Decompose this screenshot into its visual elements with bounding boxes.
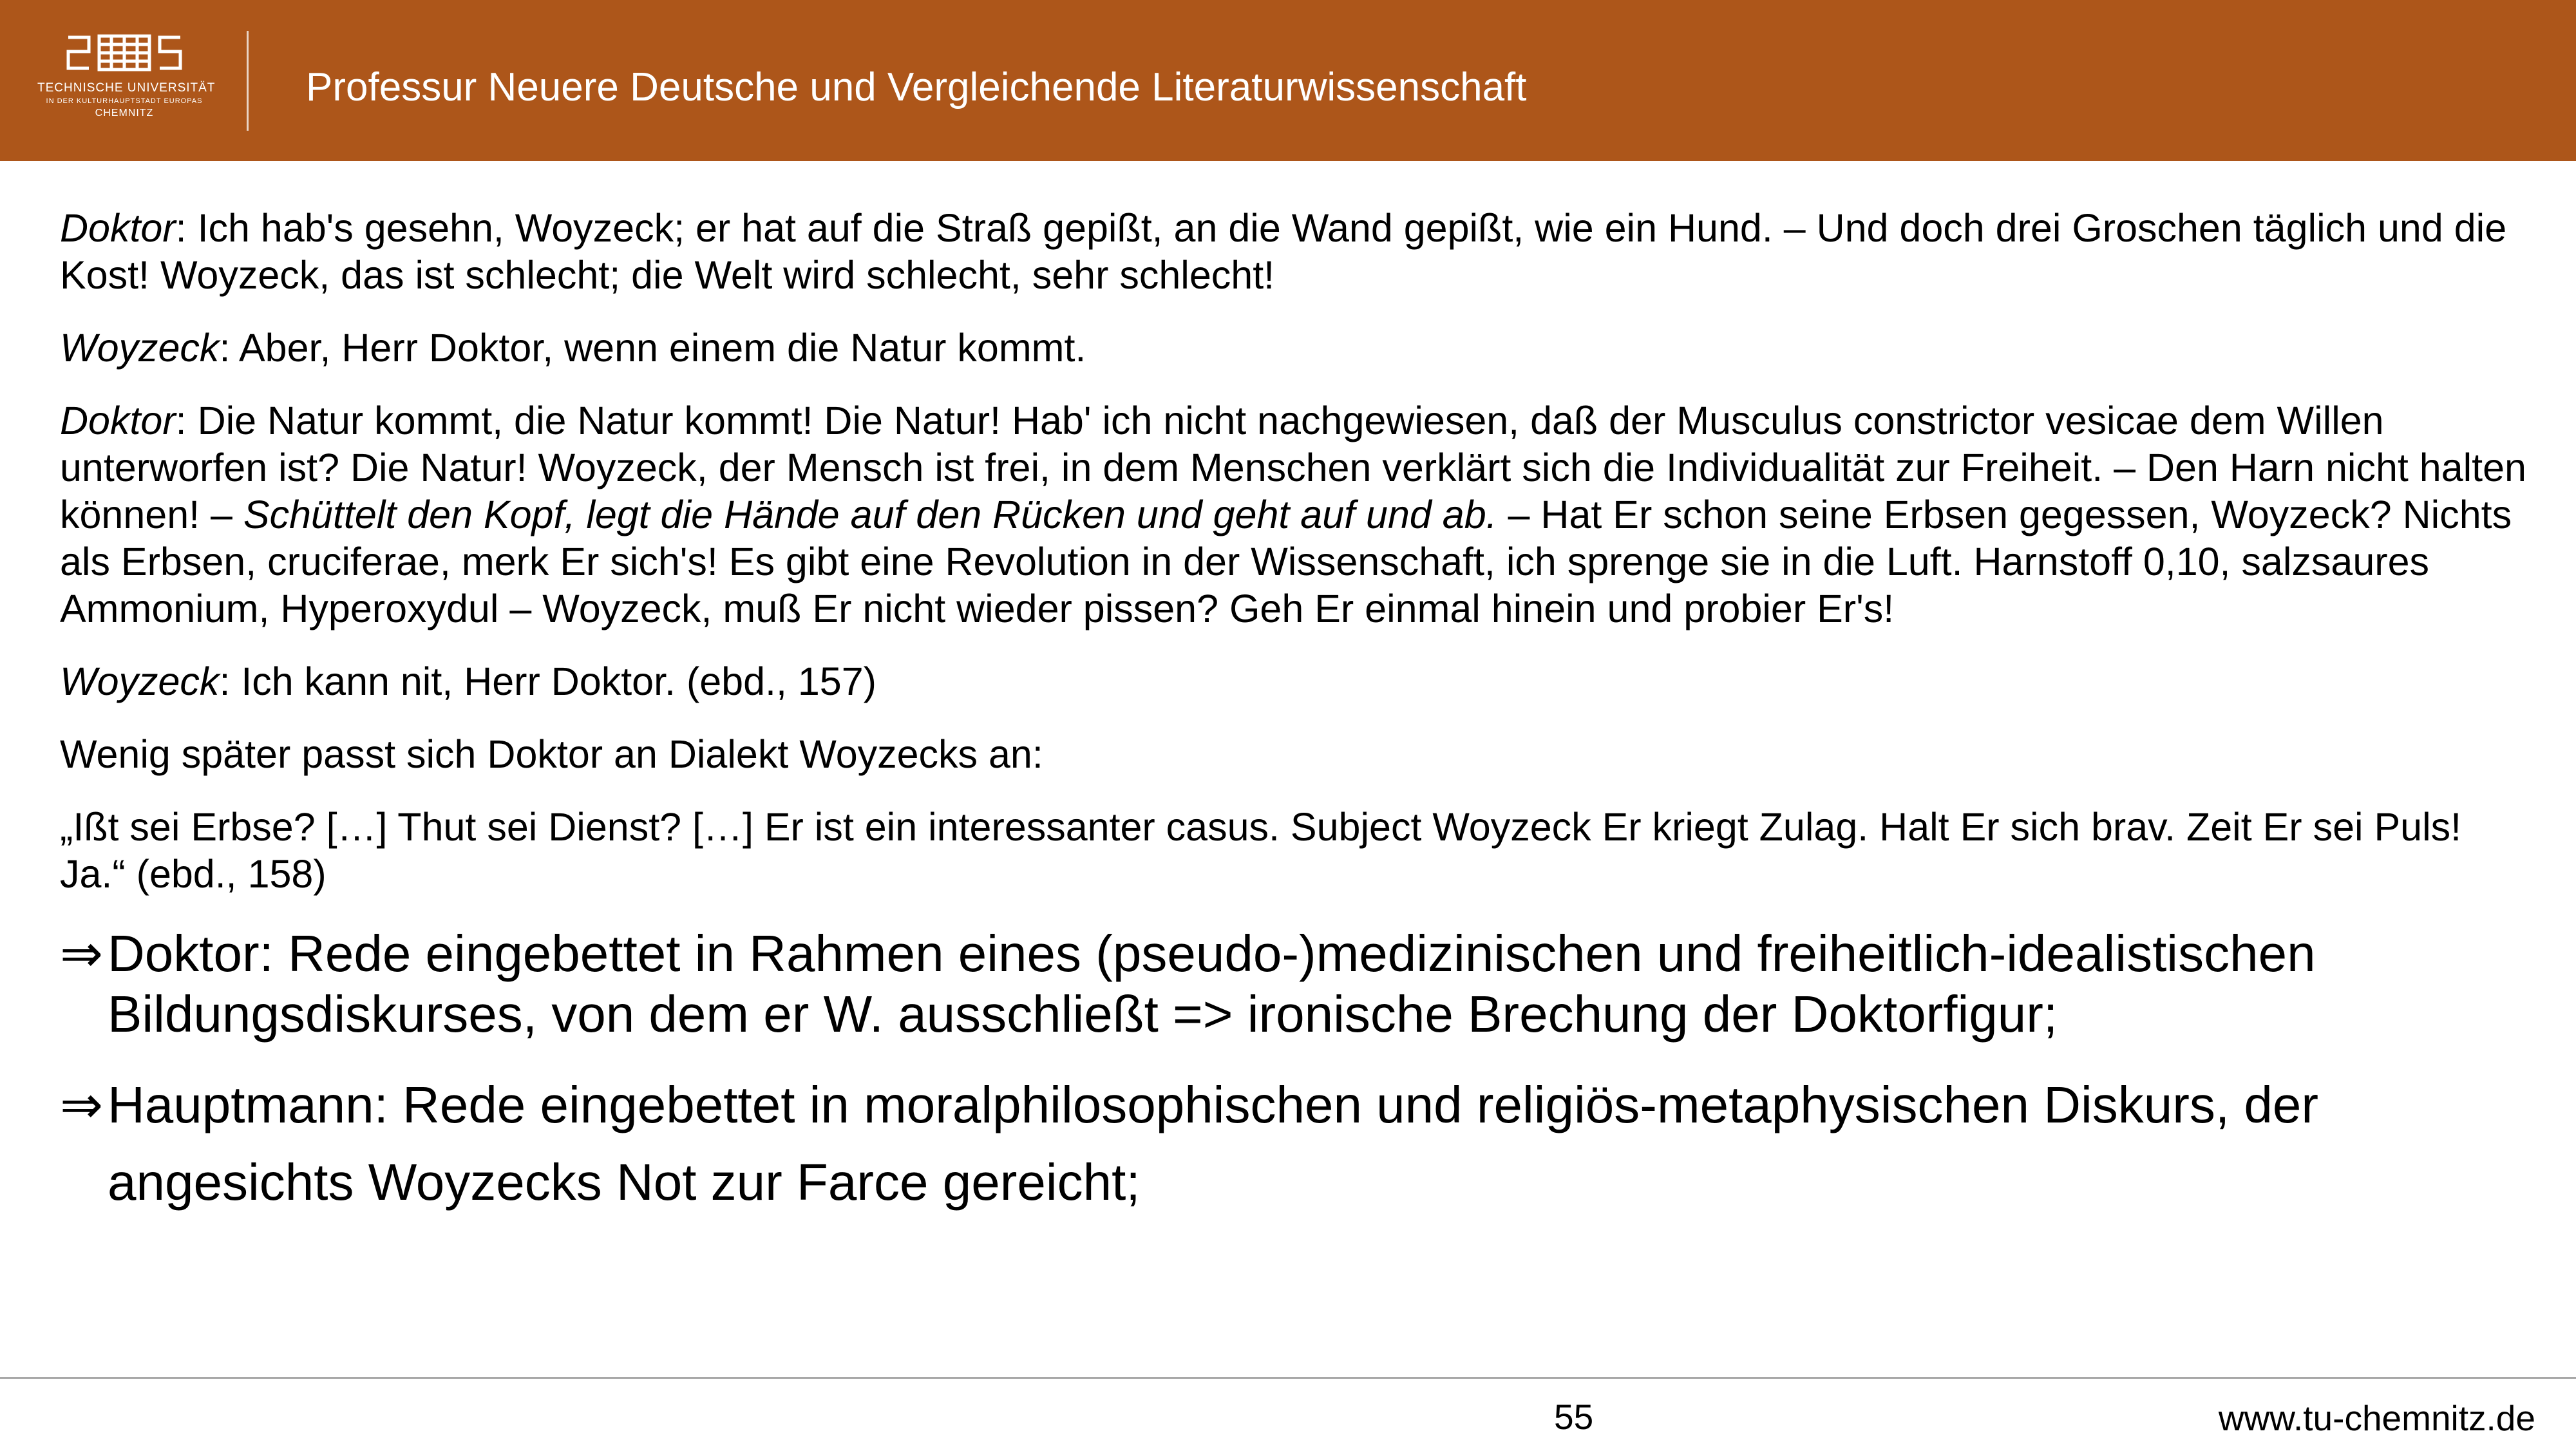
dialogue-woyzeck-1 (60, 325, 2533, 372)
speaker-name: Doktor (60, 399, 176, 442)
implies-arrow-icon: ⇒ (60, 1076, 104, 1133)
slide-content (60, 205, 2533, 1221)
conclusion-doktor (60, 923, 2533, 1045)
dialogue-text: : Ich hab's gesehn, Woyzeck; er hat auf die Straß gepißt, an die Wand gepißt, wie ein Hund. – Und doch drei Groschen täglich und die Kost! Woyzeck, das ist schlecht; die Welt wird schlecht, sehr schlecht! (60, 206, 2507, 297)
header-divider (247, 31, 249, 131)
dialogue-text: : Die Natur kommt, die Natur kommt! Die Natur! Hab' ich nicht nachgewiesen, daß der Musculus constrictor vesicae dem Willen unterworfen ist? Die Natur! Woyzeck, der Mensch ist frei, in dem Menschen verklärt sich die Individualität zur Freiheit. – Den Harn nicht halten können! – (60, 399, 2526, 536)
implies-arrow-icon: ⇒ (60, 925, 104, 982)
logo-text-capital: IN DER KULTURHAUPTSTADT EUROPAS (46, 97, 203, 105)
dialogue-text: : Aber, Herr Doktor, wenn einem die Natur kommt. (219, 326, 1086, 370)
header-bar (0, 0, 2576, 161)
logo-text-city: CHEMNITZ (95, 108, 154, 118)
speaker-name: Doktor (60, 206, 176, 250)
conclusion-hauptmann (60, 1066, 2533, 1221)
university-logo (37, 31, 216, 134)
dialogue-text: : Ich kann nit, Herr Doktor. (ebd., 157) (219, 659, 876, 703)
logo-text-university: TECHNISCHE UNIVERSITÄT (37, 81, 216, 95)
dialogue-doktor-1 (60, 205, 2533, 299)
dialogue-text-continued: – Hat Er schon seine Erbsen gegessen, Woyzeck? Nichts als Erbsen, cruciferae, merk Er sich's! Es gibt eine Revolution in der Wissenschaft, ich sprenge sie in die Luft. Harnstoff 0,10, salzsaures Ammonium, Hyperoxydul – Woyzeck, muß Er nicht wieder pissen? Geh Er einmal hinein und probier Er's! (60, 493, 2512, 630)
speaker-name: Woyzeck (60, 326, 220, 370)
conclusion-text: Hauptmann: Rede eingebettet in moralphilosophischen und religiös-metaphysischen Diskurs, der angesichts Woyzecks Not zur Farce gereicht; (108, 1076, 2319, 1211)
tu-chemnitz-logo-icon (63, 31, 185, 76)
conclusion-text: Doktor: Rede eingebettet in Rahmen eines (pseudo-)medizinischen und freiheitlich-idealistischen Bildungsdiskurses, von dem er W. ausschließt => ironische Brechung der Doktorfigur; (108, 925, 2316, 1043)
dialogue-doktor-2 (60, 397, 2533, 632)
transition-text: Wenig später passt sich Doktor an Dialekt Woyzecks an: (60, 732, 1043, 776)
stage-direction: Schüttelt den Kopf, legt die Hände auf den Rücken und geht auf und ab. (243, 493, 1497, 536)
speaker-name: Woyzeck (60, 659, 220, 703)
header-title: Professur Neuere Deutsche und Vergleichende Literaturwissenschaft (306, 65, 1527, 109)
dialect-quote: „Ißt sei Erbse? […] Thut sei Dienst? […] Er ist ein interessanter casus. Subject Woyzeck Er kriegt Zulag. Halt Er sich brav. Zeit Er sei Puls! Ja.“ (ebd., 158) (60, 805, 2462, 896)
footer-url: www.tu-chemnitz.de (2218, 1398, 2535, 1438)
page-number: 55 (1554, 1397, 1594, 1437)
dialogue-woyzeck-2 (60, 658, 2533, 705)
footer-divider (0, 1377, 2576, 1379)
